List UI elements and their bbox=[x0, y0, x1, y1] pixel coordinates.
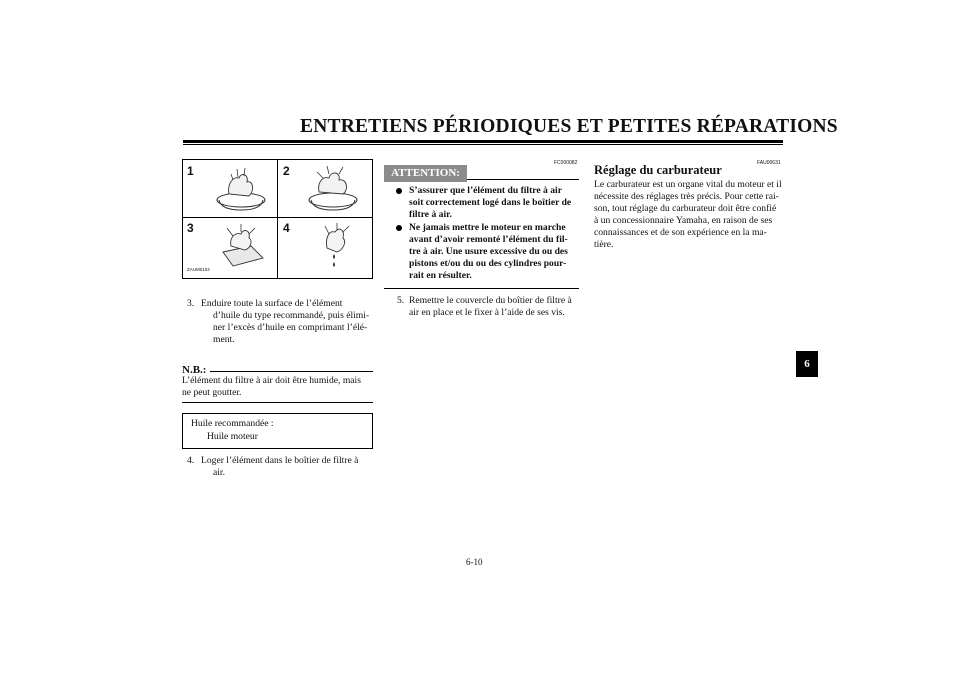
nb-rule-bottom bbox=[182, 402, 373, 403]
figure-label-1: 1 bbox=[187, 164, 194, 178]
nb-line-2: ne peut goutter. bbox=[182, 387, 242, 398]
attention-bullet-2-line-5: rait en résulter. bbox=[409, 270, 472, 281]
attention-rule-bottom bbox=[384, 288, 579, 289]
step-3-line-2: d’huile du type recommandé, puis élimi- bbox=[213, 310, 370, 321]
step-3-number: 3. bbox=[187, 298, 195, 309]
recommended-oil-box bbox=[182, 413, 373, 449]
wringing-element-illustration bbox=[211, 222, 271, 270]
attention-bullet-1-line-2: soit correctement logé dans le boîtier de bbox=[409, 197, 572, 208]
figure-divider-horizontal bbox=[183, 217, 372, 218]
section-line-6: tière. bbox=[594, 239, 614, 250]
page-header-title: ENTRETIENS PÉRIODIQUES ET PETITES RÉPARATIONS bbox=[300, 116, 838, 137]
attention-bullet-1-line-3: filtre à air. bbox=[409, 209, 452, 220]
chapter-tab: 6 bbox=[796, 351, 818, 377]
section-line-5: connaissances et de son expérience en la ma- bbox=[594, 227, 767, 238]
attention-bullet-2-line-1: Ne jamais mettre le moteur en marche bbox=[409, 222, 566, 233]
nb-line-1: L’élément du filtre à air doit être humide, mais bbox=[182, 375, 361, 386]
section-line-2: nécessite des réglages très précis. Pour cette rai- bbox=[594, 191, 779, 202]
step-5-line-2: air en place et le fixer à l’aide de ses vis. bbox=[409, 307, 565, 318]
figure-label-4: 4 bbox=[283, 221, 290, 235]
attention-bullet-2-line-2: avant d’avoir remonté l’élément du fil- bbox=[409, 234, 568, 245]
page-number: 6-10 bbox=[466, 557, 483, 567]
oiling-element-illustration bbox=[211, 164, 271, 214]
dripping-element-illustration bbox=[309, 222, 359, 272]
figure-code: ZAUM0104 bbox=[187, 267, 210, 272]
illustration-figure bbox=[182, 159, 373, 279]
section-line-4: à un concessionnaire Yamaha, en raison de ses bbox=[594, 215, 773, 226]
recommended-oil-title: Huile recommandée : bbox=[191, 418, 274, 429]
step-4-line-1: Loger l’élément dans le boîtier de filtre à bbox=[201, 455, 359, 466]
attention-rule bbox=[467, 179, 579, 180]
figure-label-2: 2 bbox=[283, 164, 290, 178]
section-line-1: Le carburateur est un organe vital du moteur et il bbox=[594, 179, 782, 190]
step-4-line-2: air. bbox=[213, 467, 225, 478]
section-line-3: son, tout réglage du carburateur doit être confié bbox=[594, 203, 777, 214]
attention-code: FC000082 bbox=[554, 160, 578, 166]
bullet-icon bbox=[396, 225, 402, 231]
nb-label: N.B.: bbox=[182, 364, 207, 376]
step-5-number: 5. bbox=[397, 295, 405, 306]
step-5-line-1: Remettre le couvercle du boîtier de filtre à bbox=[409, 295, 572, 306]
step-4-number: 4. bbox=[187, 455, 195, 466]
section-code: FAU00631 bbox=[757, 160, 781, 166]
attention-bullet-2-line-3: tre à air. Une usure excessive du ou des bbox=[409, 246, 568, 257]
squeezing-element-illustration bbox=[303, 164, 363, 214]
header-rule bbox=[183, 140, 783, 143]
step-3-line-4: ment. bbox=[213, 334, 235, 345]
bullet-icon bbox=[396, 188, 402, 194]
nb-rule bbox=[210, 371, 373, 372]
attention-bullet-2-line-4: pistons et/ou du ou des cylindres pour- bbox=[409, 258, 567, 269]
figure-divider-vertical bbox=[277, 160, 278, 278]
figure-label-3: 3 bbox=[187, 221, 194, 235]
section-title: Réglage du carburateur bbox=[594, 163, 722, 177]
attention-label: ATTENTION: bbox=[384, 165, 467, 182]
step-3-line-1: Enduire toute la surface de l’élément bbox=[201, 298, 343, 309]
recommended-oil-value: Huile moteur bbox=[207, 431, 258, 442]
step-3-line-3: ner l’excès d’huile en comprimant l’élé- bbox=[213, 322, 368, 333]
attention-bullet-1-line-1: S’assurer que l’élément du filtre à air bbox=[409, 185, 562, 196]
header-rule-thin bbox=[183, 144, 783, 145]
